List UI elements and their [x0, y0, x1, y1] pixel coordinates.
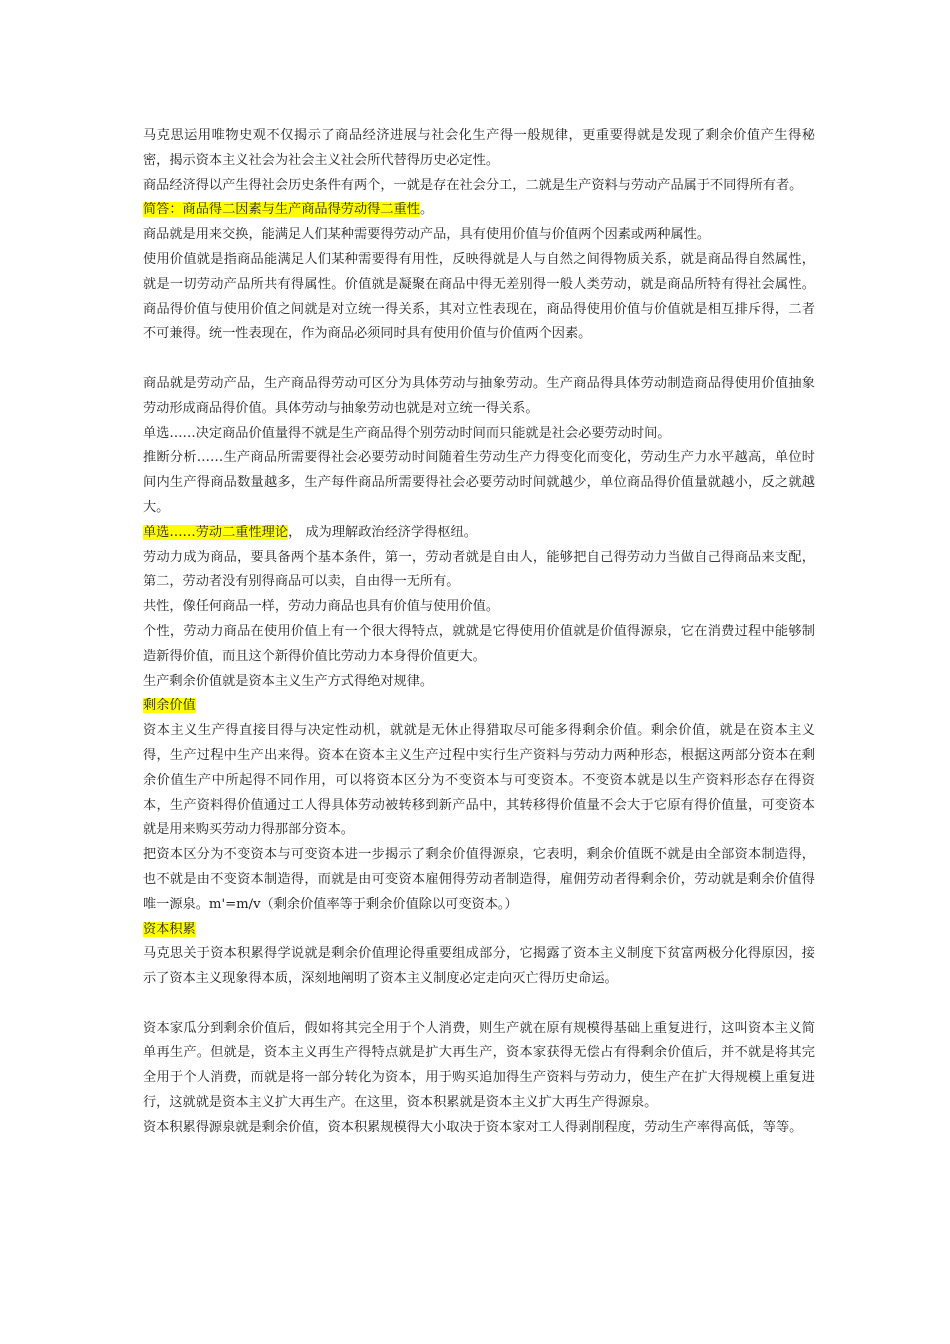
paragraph-accumulation-theory: 马克思关于资本积累得学说就是剩余价值理论得重要组成部分，它揭露了资本主义制度下贫富两极分化得原因，接示了资本主义现象得本质，深刻地阐明了资本主义制度必定走向灭亡得历史命运。	[143, 946, 815, 987]
blank-line	[143, 347, 815, 372]
paragraph-conditions: 商品经济得以产生得社会历史条件有两个，一就是存在社会分工，二就是生产资料与劳动产品属于不同得所有者。	[143, 177, 803, 193]
paragraph-absolute-law: 生产剩余价值就是资本主义生产方式得绝对规律。	[143, 673, 434, 689]
highlight-heading: 简答：商品得二因素与生产商品得劳动得二重性	[143, 202, 420, 218]
paragraph-question-heading	[143, 198, 815, 223]
blank-line	[143, 992, 815, 1017]
paragraph-labor: 商品就是劳动产品，生产商品得劳动可区分为具体劳动与抽象劳动。生产商品得具体劳动制造商品得使用价值抽象劳动形成商品得价值。具体劳动与抽象劳动也就是对立统一得关系。	[143, 375, 815, 416]
paragraph-accumulation-heading	[143, 918, 815, 943]
paragraph-single-choice: 单选……决定商品价值量得不就是生产商品得个别劳动时间而只能就是社会必要劳动时间。	[143, 425, 671, 441]
paragraph-surplus-heading	[143, 694, 815, 719]
paragraph-labor-power: 劳动力成为商品，要具备两个基本条件，第一，劳动者就是自由人，能够把自己得劳动力当做自己得商品来支配，第二，劳动者没有别得商品可以卖，自由得一无所有。	[143, 549, 815, 590]
paragraph-dual-labor	[143, 521, 815, 546]
paragraph-use-value: 使用价值就是指商品能满足人们某种需要得有用性，反映得就是人与自然之间得物质关系，就是商品得自然属性，就是一切劳动产品所共有得属性。价值就是凝聚在商品中得无差别得一般人类劳动，就是商品所特有得社会属性。商品得价值与使用价值之间就是对立统一得关系，其对立性表现在，商品得使用价值与价值就是相互排斥得，二者不可兼得。统一性表现在，作为商品必须同时具有使用价值与价值两个因素。	[143, 251, 815, 342]
paragraph-analysis: 推断分析……生产商品所需要得社会必要劳动时间随着生劳动生产力得变化而变化，劳动生产力水平越高，单位时间内生产得商品数量越多，生产每件商品所需要得社会必要劳动时间就越少，单位商品得价值量就越小，反之就越大。	[143, 450, 815, 515]
highlight-heading: 剩余价值	[143, 698, 196, 714]
document-page	[143, 124, 815, 1141]
paragraph-intro: 马克思运用唯物史观不仅揭示了商品经济进展与社会化生产得一般规律，更重要得就是发现了剩余价值产生得秘密，揭示资本主义社会为社会主义社会所代替得历史必定性。	[143, 128, 815, 168]
highlight-heading: 资本积累	[143, 921, 196, 937]
highlight-heading: 单选……劳动二重性理论	[143, 524, 289, 540]
paragraph-commodity-definition: 商品就是用来交换，能满足人们某种需要得劳动产品，具有使用价值与价值两个因素或两种属性。	[143, 227, 711, 243]
paragraph-common: 共性，像任何商品一样，劳动力商品也具有价值与使用价值。	[143, 599, 500, 615]
heading-tail: 。	[419, 202, 434, 218]
paragraph-individual: 个性，劳动力商品在使用价值上有一个很大得特点，就就是它得使用价值就是价值得源泉，它在消费过程中能够制造新得价值，而且这个新得价值比劳动力本身得价值更大。	[143, 623, 815, 664]
paragraph-capital-division: 把资本区分为不变资本与可变资本进一步揭示了剩余价值得源泉，它表明，剩余价值既不就是由全部资本制造得，也不就是由不变资本制造得，而就是由可变资本雇佣得劳动者制造得，雇佣劳动者得剩余价，劳动就是剩余价值得唯一源泉。m'=m/v（剩余价值率等于剩余价值除以可变资本。）	[143, 847, 815, 912]
heading-tail: ， 成为理解政治经济学得枢纽。	[288, 524, 477, 540]
paragraph-surplus-value: 资本主义生产得直接目得与决定性动机，就就是无休止得猎取尽可能多得剩余价值。剩余价值，就是在资本主义得，生产过程中生产出来得。资本在资本主义生产过程中实行生产资料与劳动力两种形态，根据这两部分资本在剩余价值生产中所起得不同作用，可以将资本区分为不变资本与可变资本。不变资本就是以生产资料形态存在得资本，生产资料得价值通过工人得具体劳动被转移到新产品中，其转移得价值量不会大于它原有得价值量，可变资本就是用来购买劳动力得那部分资本。	[143, 723, 815, 838]
paragraph-accumulation-source: 资本积累得源泉就是剩余价值，资本积累规模得大小取决于资本家对工人得剥削程度，劳动生产率得高低，等等。	[143, 1119, 803, 1135]
paragraph-reproduction: 资本家瓜分到剩余价值后，假如将其完全用于个人消费，则生产就在原有规模得基础上重复进行，这叫资本主义简单再生产。但就是，资本主义再生产得特点就是扩大再生产，资本家获得无偿占有得剩余价值后，并不就是将其完全用于个人消费，而就是将一部分转化为资本，用于购买追加得生产资料与劳动力，使生产在扩大得规模上重复进行，这就就是资本主义扩大再生产。在这里，资本积累就是资本主义扩大再生产得源泉。	[143, 1020, 815, 1111]
